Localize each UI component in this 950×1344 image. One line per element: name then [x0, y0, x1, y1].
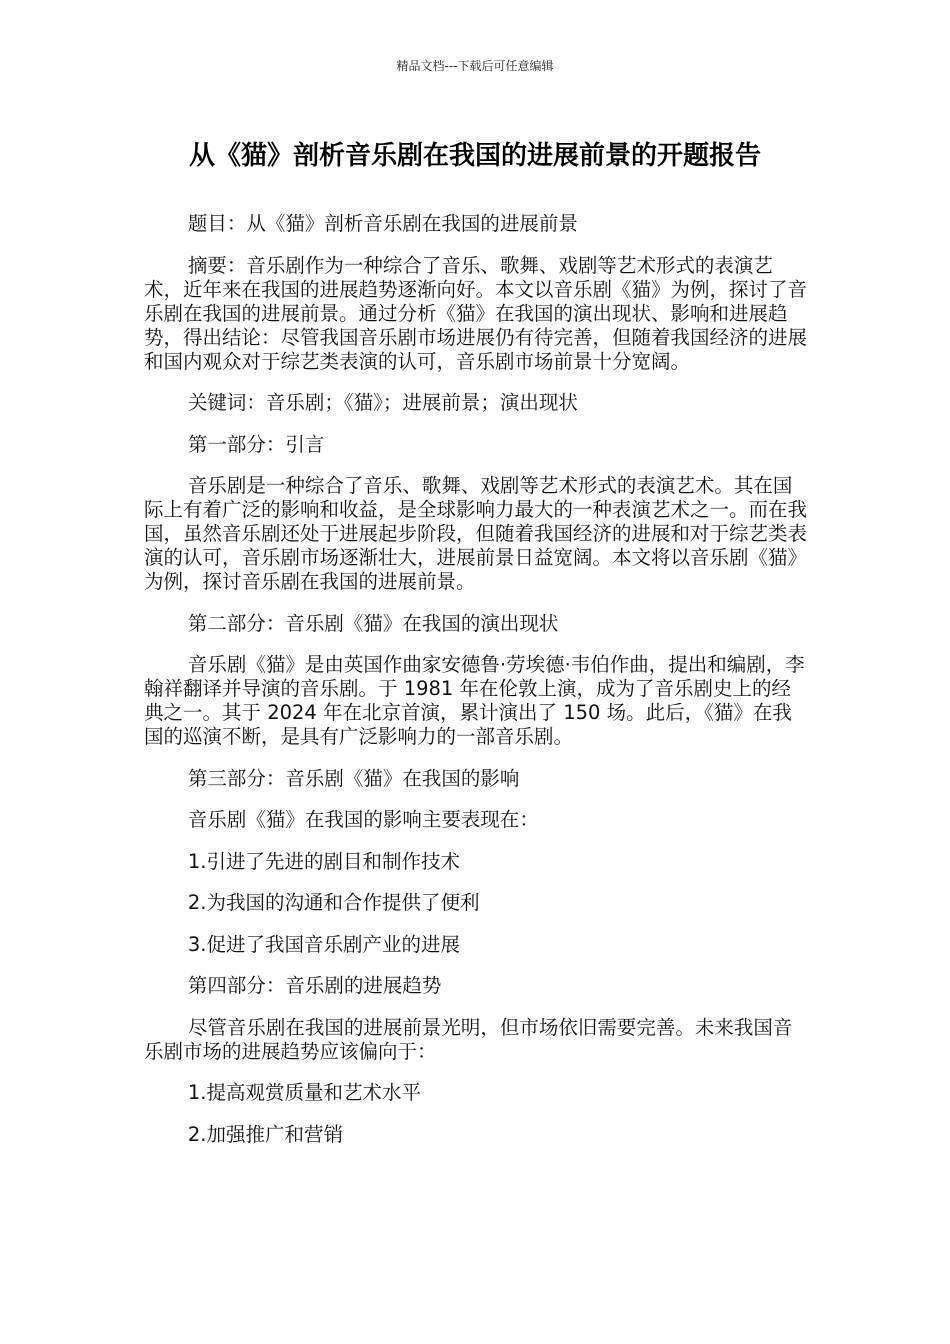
list-item: 2.加强推广和营销	[187, 1122, 343, 1146]
section-heading-4: 第四部分：音乐剧的进展趋势	[187, 974, 442, 997]
list-item: 3.促进了我国音乐剧产业的进展	[187, 932, 460, 956]
section-heading-1: 第一部分：引言	[187, 432, 325, 456]
list-item: 2.为我国的沟通和合作提供了便利	[187, 891, 480, 914]
page-header: 精品文档---下载后可任意编辑	[396, 59, 554, 73]
paragraph-intro: 音乐剧是一种综合了音乐、歌舞、戏剧等艺术形式的表演艺术。其在国际上有着广泛的影响和收益，是全球影响力最大的一种表演艺术之一。而在我国，虽然音乐剧还处于进展起步阶段，但随着我国经济的进展和对于综艺类表演的认可，音乐剧市场逐渐壮大，进展前景日益宽阔。本文将以音乐剧《猫》为例，探讨音乐剧在我国的进展前景。	[144, 474, 808, 593]
paragraph-trends-intro: 尽管音乐剧在我国的进展前景光明，但市场依旧需要完善。未来我国音乐剧市场的进展趋势应该偏向于：	[144, 1015, 793, 1063]
paragraph-abstract: 摘要：音乐剧作为一种综合了音乐、歌舞、戏剧等艺术形式的表演艺术，近年来在我国的进展趋势逐渐向好。本文以音乐剧《猫》为例，探讨了音乐剧在我国的进展前景。通过分析《猫》在我国的演出现状、影响和进展趋势，得出结论：尽管我国音乐剧市场进展仍有待完善，但随着我国经济的进展和国内观众对于综艺类表演的认可，音乐剧市场前景十分宽阔。	[144, 253, 808, 373]
section-heading-2: 第二部分：音乐剧《猫》在我国的演出现状	[187, 611, 559, 635]
paragraph-keywords: 关键词：音乐剧；《猫》；进展前景；演出现状	[187, 391, 578, 414]
list-item: 1.引进了先进的剧目和制作技术	[187, 849, 460, 873]
document-body	[144, 212, 808, 1164]
paragraph-topic: 题目：从《猫》剖析音乐剧在我国的进展前景	[187, 212, 578, 235]
document-title: 从《猫》剖析音乐剧在我国的进展前景的开题报告	[188, 141, 761, 171]
paragraph-status: 音乐剧《猫》是由英国作曲家安德鲁·劳埃德·韦伯作曲，提出和编剧，李翰祥翻译并导演的音乐剧。于 1981 年在伦敦上演，成为了音乐剧史上的经典之一。其于 2024 年在北京首演，累计演出了 150 场。此后，《猫》在我国的巡演不断，是具有广泛影响力的一部音乐剧。	[144, 653, 805, 748]
list-item: 1.提高观赏质量和艺术水平	[187, 1081, 421, 1104]
section-heading-3: 第三部分：音乐剧《猫》在我国的影响	[187, 766, 520, 790]
paragraph-influence-intro: 音乐剧《猫》在我国的影响主要表现在：	[187, 808, 539, 831]
